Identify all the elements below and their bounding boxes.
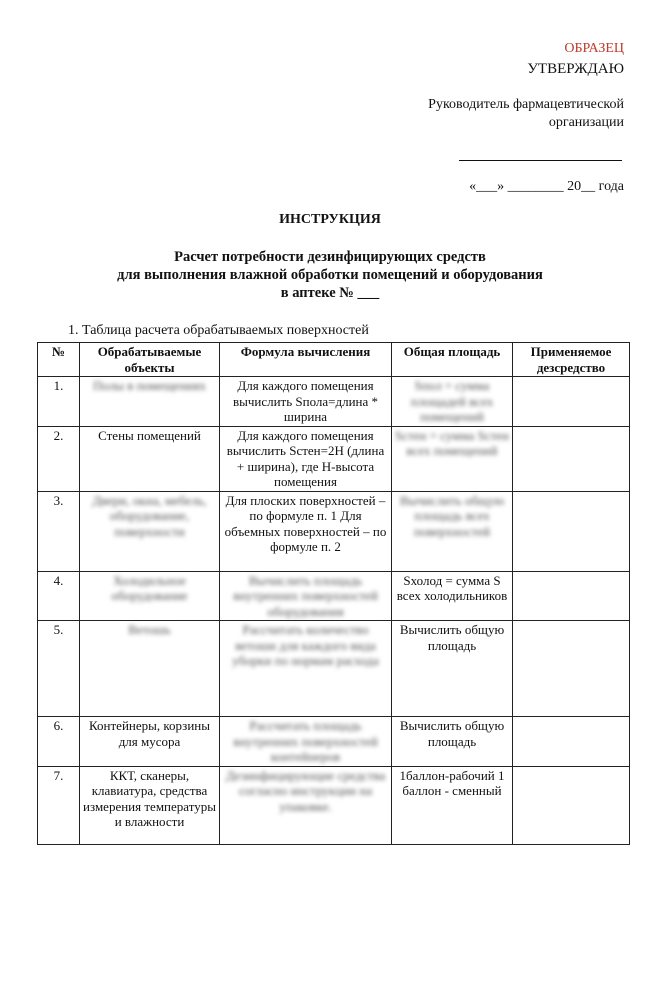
sample-stamp: ОБРАЗЕЦ — [564, 41, 624, 56]
row-area: Вычислить общую площадь — [392, 621, 513, 717]
approve-label: УТВЕРЖДАЮ — [527, 61, 624, 77]
table-row — [38, 621, 630, 717]
signature-line — [459, 160, 622, 161]
table-row — [38, 426, 630, 491]
position-title — [428, 96, 624, 132]
col-objects: Обрабатываемые объекты — [80, 343, 220, 377]
document-type: ИНСТРУКЦИЯ — [279, 212, 381, 227]
position-line2: организации — [548, 115, 624, 130]
row-formula: Для плоских поверхностей – по формуле п. 1 Для объемных поверхностей – по формуле п. 2 — [220, 491, 392, 571]
row-number: 7. — [38, 766, 80, 844]
row-number: 6. — [38, 717, 80, 767]
row-agent — [513, 766, 630, 844]
calculation-table — [37, 342, 630, 845]
row-formula: Рассчитать площадь внутренних поверхностей контейнеров — [220, 717, 392, 767]
row-object: Контейнеры, корзины для мусора — [80, 717, 220, 767]
table-row — [38, 766, 630, 844]
row-formula: Рассчитать количество ветоши для каждого вида уборки по нормам расхода — [220, 621, 392, 717]
row-number: 5. — [38, 621, 80, 717]
row-number: 2. — [38, 426, 80, 491]
row-area: Вычислить общую площадь всех поверхностей — [392, 491, 513, 571]
row-object: Стены помещений — [80, 426, 220, 491]
row-agent — [513, 621, 630, 717]
col-formula: Формула вычисления — [220, 343, 392, 377]
row-object: Двери, окна, мебель, оборудование, поверхности — [80, 491, 220, 571]
row-object: Полы в помещениях — [80, 377, 220, 427]
table-row — [38, 491, 630, 571]
row-number: 4. — [38, 571, 80, 621]
title-line3: в аптеке № ___ — [280, 285, 380, 301]
col-area: Общая площадь — [392, 343, 513, 377]
title-line1: Расчет потребности дезинфицирующих средств — [174, 249, 486, 265]
row-number: 3. — [38, 491, 80, 571]
table-row — [38, 377, 630, 427]
row-agent — [513, 426, 630, 491]
row-agent — [513, 377, 630, 427]
row-object: ККТ, сканеры, клавиатура, средства измерения температуры и влажности — [80, 766, 220, 844]
row-number: 1. — [38, 377, 80, 427]
section-heading: 1. Таблица расчета обрабатываемых поверхностей — [68, 323, 369, 338]
row-area: 1баллон-рабочий 1 баллон - сменный — [392, 766, 513, 844]
position-line1: Руководитель фармацевтической — [428, 97, 624, 112]
title-block — [0, 248, 660, 302]
table-row — [38, 571, 630, 621]
col-number: № — [38, 343, 80, 377]
row-formula: Дезинфицирующие средства согласно инструкции на упаковке. — [220, 766, 392, 844]
row-formula: Для каждого помещения вычислить Sпола=длина * ширина — [220, 377, 392, 427]
row-area: Sхолод = сумма S всех холодильников — [392, 571, 513, 621]
row-agent — [513, 717, 630, 767]
title-line2: для выполнения влажной обработки помещений и оборудования — [117, 267, 543, 283]
row-agent — [513, 491, 630, 571]
row-object: Холодильное оборудование — [80, 571, 220, 621]
row-area: Sпол = сумма площадей всех помещений — [392, 377, 513, 427]
row-formula: Для каждого помещения вычислить Sстен=2H (длина + ширина), где H-высота помещения — [220, 426, 392, 491]
row-area: Вычислить общую площадь — [392, 717, 513, 767]
row-formula: Вычислить площадь внутренних поверхностей оборудования — [220, 571, 392, 621]
col-agent: Применяемое дезсредство — [513, 343, 630, 377]
row-area: Sстен = сумма Sстен всех помещений — [392, 426, 513, 491]
table-header-row — [38, 343, 630, 377]
row-agent — [513, 571, 630, 621]
table-row — [38, 717, 630, 767]
approval-date: «___» ________ 20__ года — [469, 179, 624, 194]
row-object: Ветошь — [80, 621, 220, 717]
